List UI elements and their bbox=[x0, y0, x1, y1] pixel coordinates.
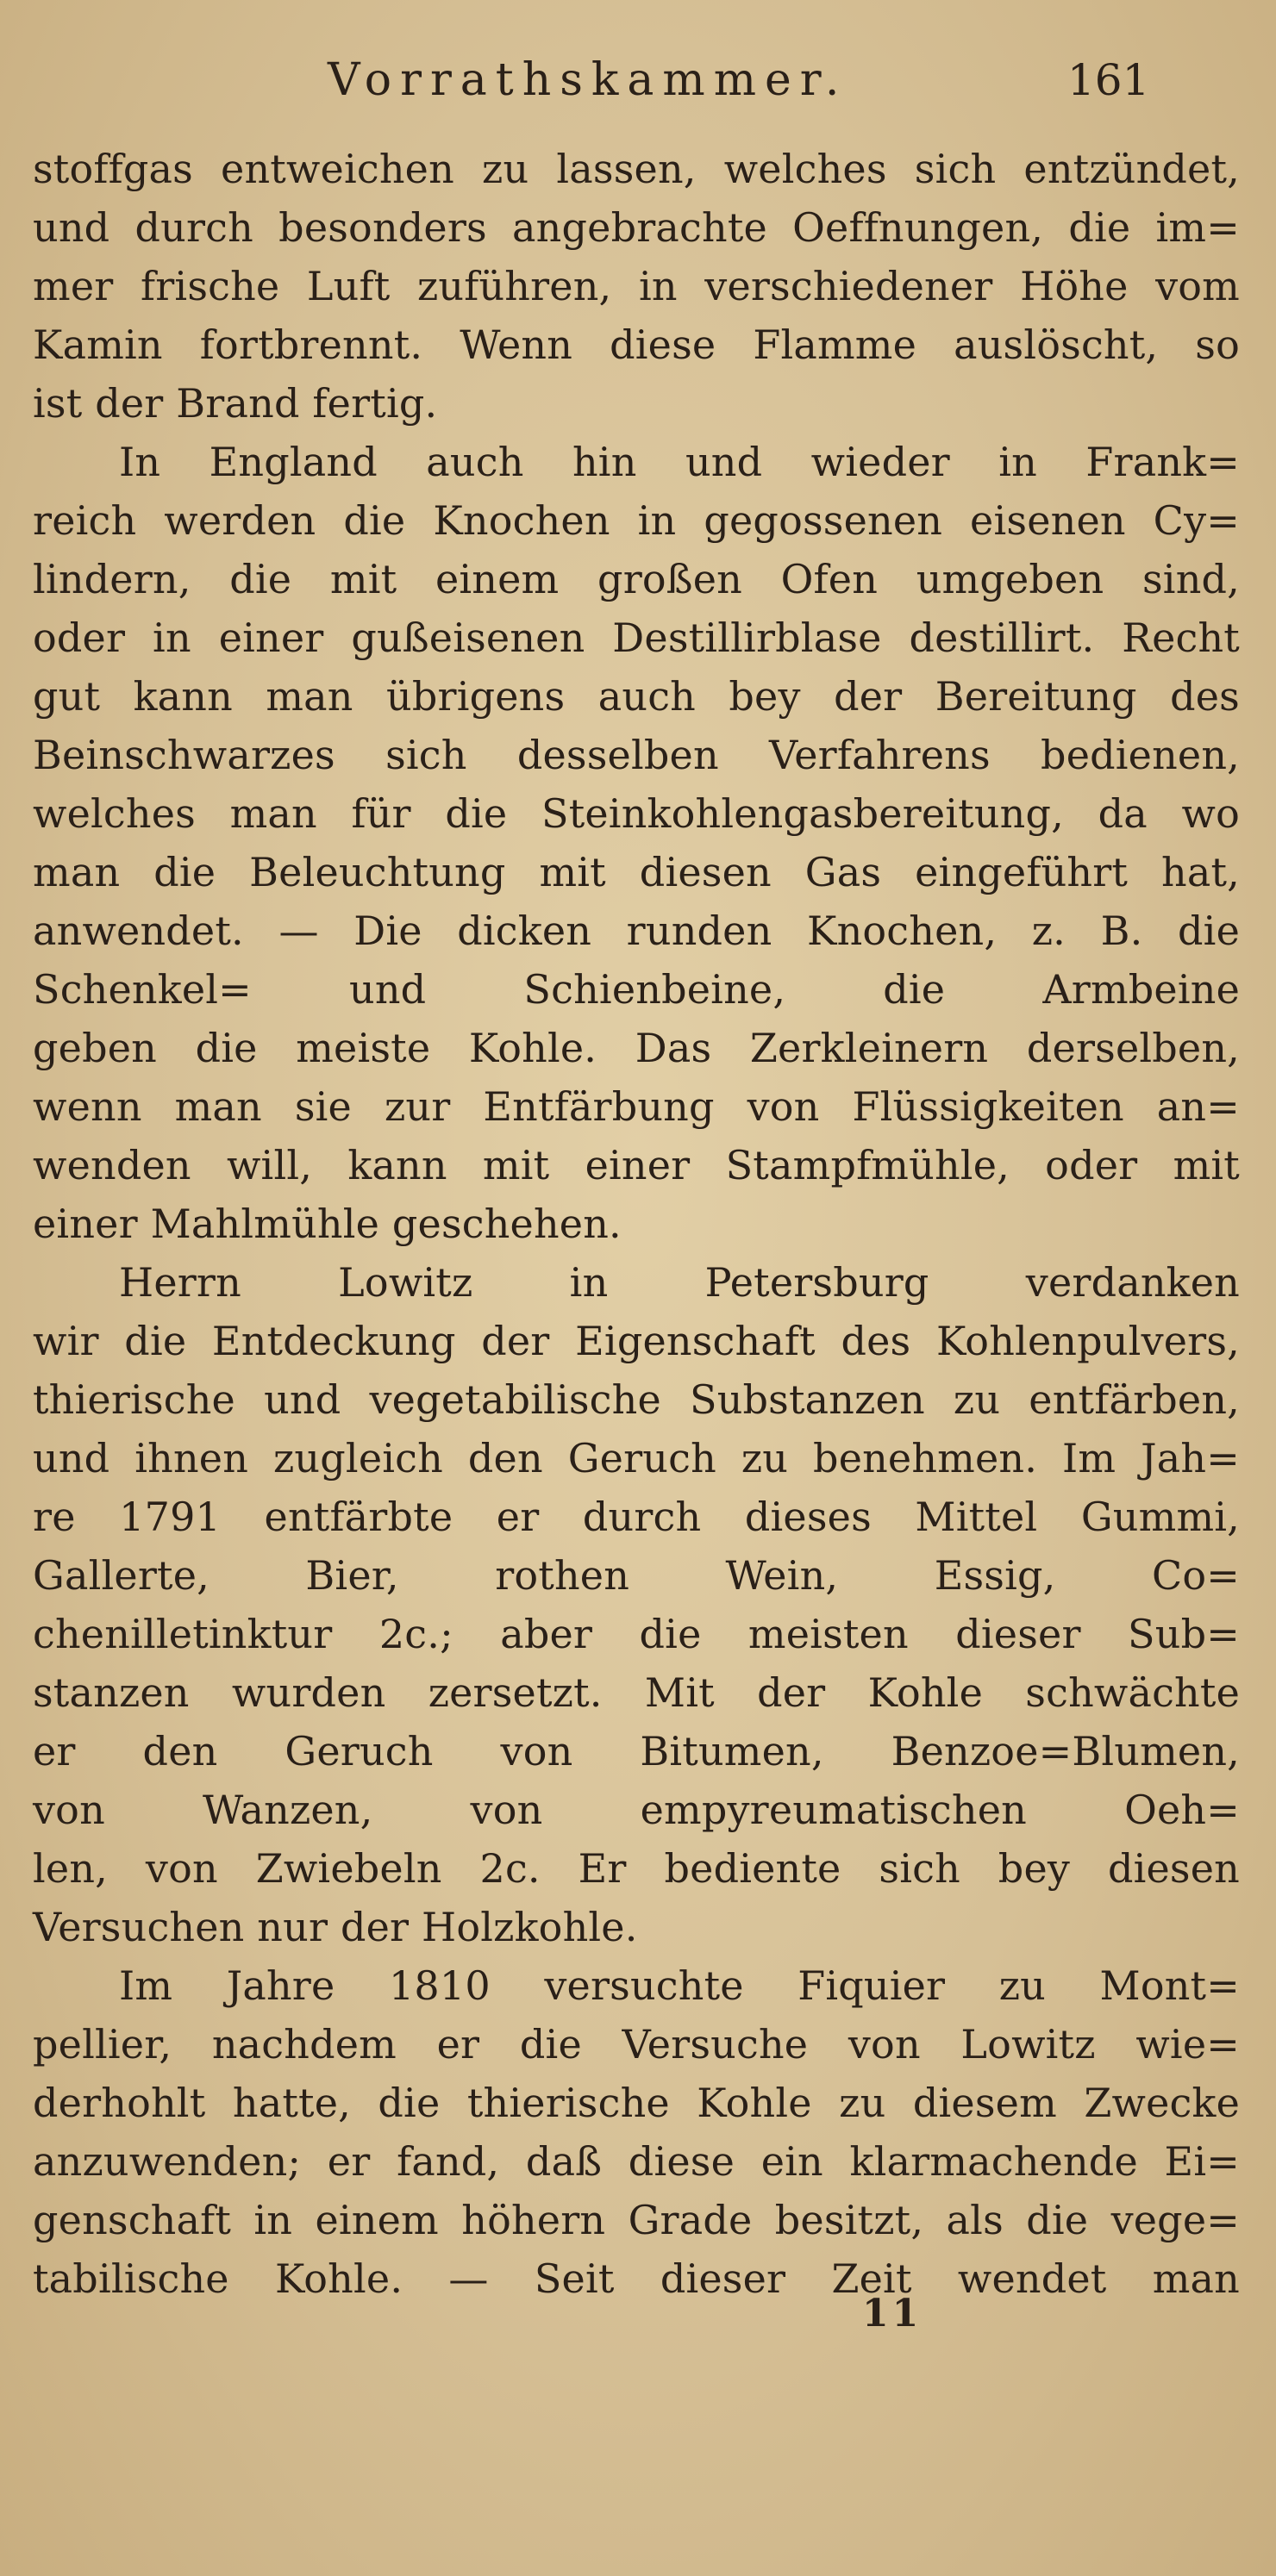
text-line: Gallerte, Bier, rothen Wein, Essig, Co= bbox=[33, 1552, 1240, 1599]
text-line: Kamin fortbrennt. Wenn diese Flamme auslöscht, so bbox=[33, 321, 1240, 368]
text-line: pellier, nachdem er die Versuche von Lowitz wie= bbox=[33, 2021, 1240, 2068]
body-text bbox=[33, 140, 1240, 2308]
text-line: geben die meiste Kohle. Das Zerkleinern derselben, bbox=[33, 1025, 1240, 1071]
page-number: 161 bbox=[1067, 55, 1150, 105]
text-line: welches man für die Steinkohlengasbereitung, da wo bbox=[33, 790, 1240, 837]
text-line: tabilische Kohle. — Seit dieser Zeit wendet man bbox=[33, 2255, 1240, 2302]
text-line: ist der Brand fertig. bbox=[33, 380, 438, 427]
text-line: derhohlt hatte, die thierische Kohle zu diesem Zwecke bbox=[33, 2080, 1240, 2126]
text-line: anwendet. — Die dicken runden Knochen, z. B. die bbox=[33, 908, 1240, 954]
text-line: oder in einer gußeisenen Destillirblase destillirt. Recht bbox=[33, 614, 1240, 661]
text-line: thierische und vegetabilische Substanzen zu entfärben, bbox=[33, 1376, 1240, 1423]
text-line: und durch besonders angebrachte Oeffnungen, die im= bbox=[33, 204, 1240, 251]
text-line: und ihnen zugleich den Geruch zu benehmen. Im Jah= bbox=[33, 1435, 1240, 1481]
text-line: Im Jahre 1810 versuchte Fiquier zu Mont= bbox=[119, 1962, 1240, 2009]
text-line: anzuwenden; er fand, daß diese ein klarmachende Ei= bbox=[33, 2138, 1240, 2185]
text-line: genschaft in einem höhern Grade besitzt, als die vege= bbox=[33, 2197, 1240, 2243]
text-line: einer Mahlmühle geschehen. bbox=[33, 1201, 622, 1247]
text-line: chenilletinktur 2c.; aber die meisten dieser Sub= bbox=[33, 1611, 1240, 1657]
text-line: lindern, die mit einem großen Ofen umgeben sind, bbox=[33, 556, 1240, 602]
text-line: stanzen wurden zersetzt. Mit der Kohle schwächte bbox=[33, 1669, 1240, 1716]
running-head-title: Vorrathskammer. bbox=[328, 54, 848, 106]
running-head bbox=[0, 50, 1276, 110]
text-line: man die Beleuchtung mit diesen Gas eingeführt hat, bbox=[33, 849, 1240, 895]
text-line: von Wanzen, von empyreumatischen Oeh= bbox=[33, 1787, 1240, 1833]
signature-mark: 11 bbox=[862, 2292, 923, 2336]
text-line: er den Geruch von Bitumen, Benzoe=Blumen, bbox=[33, 1728, 1240, 1775]
text-line: gut kann man übrigens auch bey der Bereitung des bbox=[33, 673, 1240, 720]
text-line: wir die Entdeckung der Eigenschaft des Kohlenpulvers, bbox=[33, 1318, 1240, 1364]
text-line: wenden will, kann mit einer Stampfmühle, oder mit bbox=[33, 1142, 1240, 1188]
text-line: Versuchen nur der Holzkohle. bbox=[33, 1904, 638, 1950]
text-line: wenn man sie zur Entfärbung von Flüssigkeiten an= bbox=[33, 1083, 1240, 1130]
text-line: mer frische Luft zuführen, in verschiedener Höhe vom bbox=[33, 263, 1240, 309]
text-line: Schenkel= und Schienbeine, die Armbeine bbox=[33, 966, 1240, 1013]
text-line: reich werden die Knochen in gegossenen eisenen Cy= bbox=[33, 497, 1240, 544]
text-line: Beinschwarzes sich desselben Verfahrens bedienen, bbox=[33, 732, 1240, 778]
text-line: re 1791 entfärbte er durch dieses Mittel Gummi, bbox=[33, 1494, 1240, 1540]
text-line: Herrn Lowitz in Petersburg verdanken bbox=[119, 1259, 1240, 1306]
text-line: In England auch hin und wieder in Frank= bbox=[119, 439, 1240, 485]
text-line: stoffgas entweichen zu lassen, welches sich entzündet, bbox=[33, 146, 1240, 192]
text-line: len, von Zwiebeln 2c. Er bediente sich bey diesen bbox=[33, 1845, 1240, 1892]
